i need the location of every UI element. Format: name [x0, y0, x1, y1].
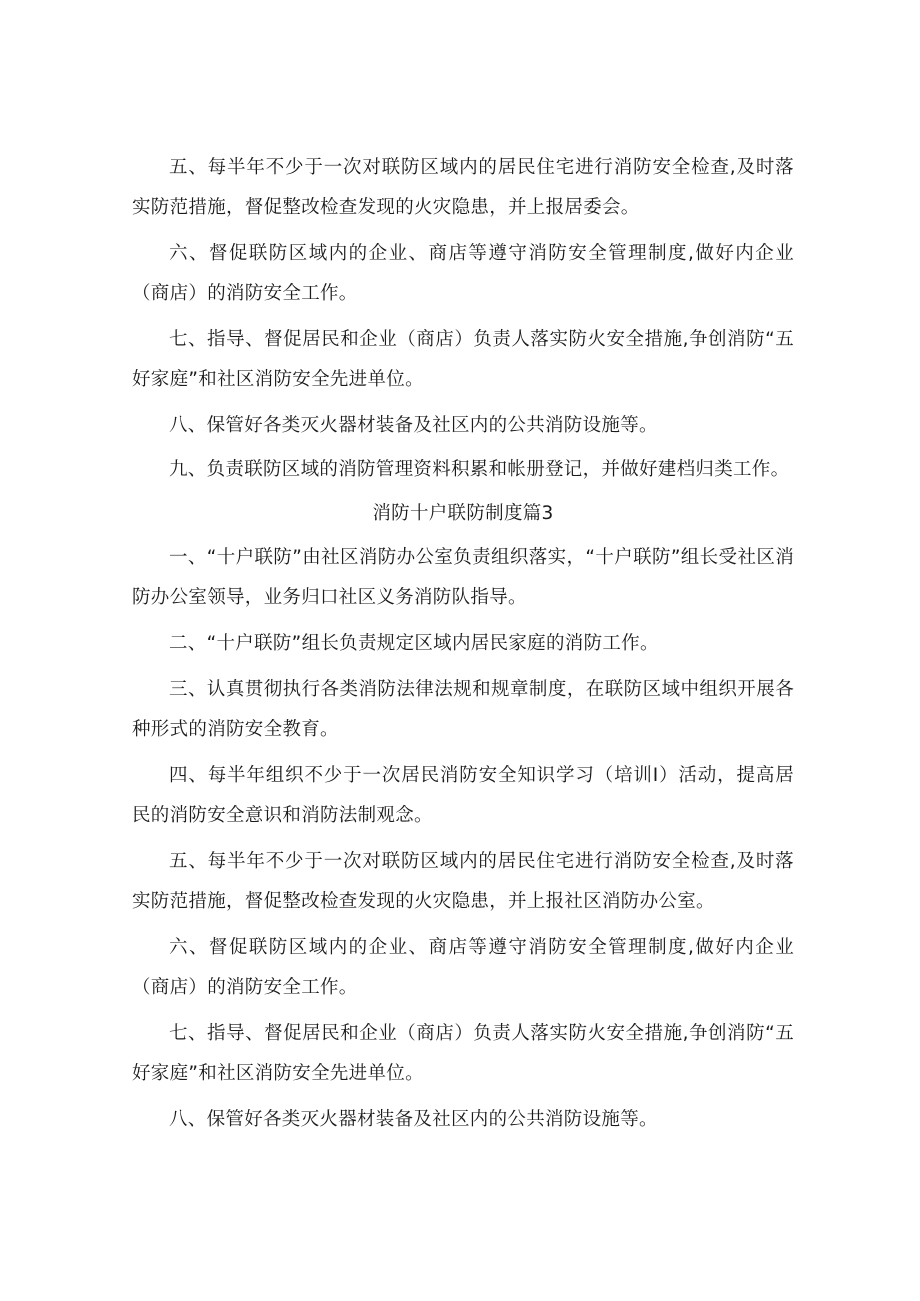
- paragraph-b8: 八、保管好各类灭火器材装备及社区内的公共消防设施等。: [169, 1109, 658, 1130]
- paragraph-b4: 四、每半年组织不少于一次居民消防安全知识学习（培训I）活动，提高居民的消防安全意识和消防法制观念。: [132, 765, 794, 826]
- paragraph-b3: 三、认真贯彻执行各类消防法律法规和规章制度，在联防区域中组织开展各种形式的消防安全教育。: [132, 679, 794, 740]
- paragraph-a7: 七、指导、督促居民和企业（商店）负责人落实防火安全措施,争创消防“五好家庭”和社区消防安全先进单位。: [132, 329, 794, 390]
- paragraph-a5: 五、每半年不少于一次对联防区域内的居民住宅进行消防安全检查,及时落实防范措施，督促整改检查发现的火灾隐患，并上报居委会。: [132, 157, 794, 218]
- paragraph-a9: 九、负责联防区域的消防管理资料积累和帐册登记，并做好建档归类工作。: [169, 459, 790, 480]
- paragraph-b7: 七、指导、督促居民和企业（商店）负责人落实防火安全措施,争创消防“五好家庭”和社区消防安全先进单位。: [132, 1023, 794, 1084]
- paragraph-b6: 六、督促联防区域内的企业、商店等遵守消防安全管理制度,做好内企业（商店）的消防安全工作。: [132, 937, 794, 998]
- paragraph-a8: 八、保管好各类灭火器材装备及社区内的公共消防设施等。: [169, 415, 658, 436]
- paragraph-a6: 六、督促联防区域内的企业、商店等遵守消防安全管理制度,做好内企业（商店）的消防安全工作。: [132, 243, 794, 304]
- paragraph-b1: 一、“十户联防”由社区消防办公室负责组织落实，“十户联防”组长受社区消防办公室领导，业务归口社区义务消防队指导。: [132, 547, 794, 608]
- section-title: 消防十户联防制度篇3: [372, 503, 554, 524]
- paragraph-b5: 五、每半年不少于一次对联防区域内的居民住宅进行消防安全检查,及时落实防范措施，督促整改检查发现的火灾隐患，并上报社区消防办公室。: [132, 851, 794, 912]
- paragraph-b2: 二、“十户联防”组长负责规定区域内居民家庭的消防工作。: [169, 633, 659, 654]
- document-body: [132, 148, 794, 1146]
